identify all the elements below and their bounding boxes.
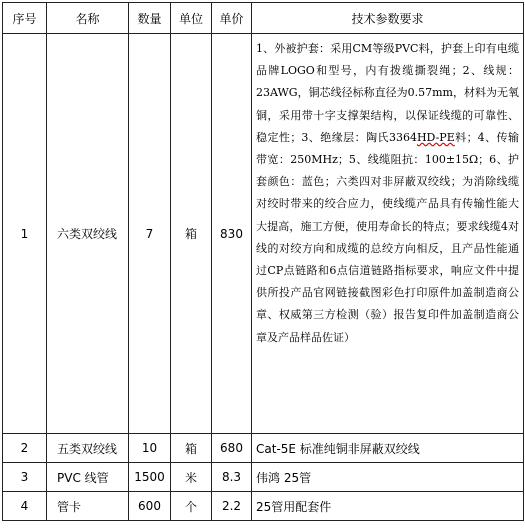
cell-index: 4 xyxy=(3,492,47,521)
cell-index: 2 xyxy=(3,434,47,463)
table-row xyxy=(3,463,524,492)
header-index: 序号 xyxy=(3,3,47,34)
cell-qty: 7 xyxy=(129,34,171,434)
table-row xyxy=(3,492,524,521)
cell-spec: 伟鸿 25管 xyxy=(252,463,524,492)
cell-spec: Cat-5E 标准纯铜非屏蔽双绞线 xyxy=(252,434,524,463)
cell-price: 8.3 xyxy=(212,463,252,492)
cell-unit: 米 xyxy=(171,463,212,492)
cell-name: 管卡 xyxy=(47,492,129,521)
cell-spec xyxy=(252,34,524,434)
cell-price: 680 xyxy=(212,434,252,463)
spec-text-underlined: HD-PE xyxy=(416,130,455,144)
table-row xyxy=(3,34,524,434)
cell-price: 830 xyxy=(212,34,252,434)
cell-qty: 1500 xyxy=(129,463,171,492)
cell-unit: 箱 xyxy=(171,434,212,463)
cell-index: 1 xyxy=(3,34,47,434)
cell-unit: 箱 xyxy=(171,34,212,434)
table-row xyxy=(3,434,524,463)
cell-index: 3 xyxy=(3,463,47,492)
cell-qty: 10 xyxy=(129,434,171,463)
spec-text-part2: 料；4、传输带宽：250MHz；5、线缆阻抗：100±15Ω；6、护套颜色：蓝色；六类四对非屏蔽双绞线；为消除线缆对绞时带来的绞合应力，使线缆产品具有传输性能大大提高，施工方便，使用寿命长的特点；要求线缆4对线的对绞方向和成缆的总绞方向相反，且产品性能通过CP点链路和6点信道链路指标要求，响应文件中提供所投产品官网链接截图彩色打印原件加盖制造商公章、权威第三方检测（验）报告复印件加盖制造商公章及产品样品佐证） xyxy=(256,130,519,344)
header-price: 单价 xyxy=(212,3,252,34)
spec-table xyxy=(2,2,524,521)
cell-name: 六类双绞线 xyxy=(47,34,129,434)
spec-text-part1: 1、外被护套：采用CM等级PVC料，护套上印有电缆品牌LOGO和型号，内有拨缆撕裂绳；2、线规：23AWG，铜芯线径标称直径为0.57mm，材料为无氧铜，采用带十字支撑架结构，以保证线缆的可靠性、稳定性；3、绝缘层：陶氏3364 xyxy=(256,42,519,144)
cell-name: 五类双绞线 xyxy=(47,434,129,463)
header-spec: 技术参数要求 xyxy=(252,3,524,34)
cell-name: PVC 线管 xyxy=(47,463,129,492)
cell-qty: 600 xyxy=(129,492,171,521)
header-qty: 数量 xyxy=(129,3,171,34)
header-name: 名称 xyxy=(47,3,129,34)
cell-spec: 25管用配套件 xyxy=(252,492,524,521)
header-row xyxy=(3,3,524,34)
cell-unit: 个 xyxy=(171,492,212,521)
header-unit: 单位 xyxy=(171,3,212,34)
cell-price: 2.2 xyxy=(212,492,252,521)
